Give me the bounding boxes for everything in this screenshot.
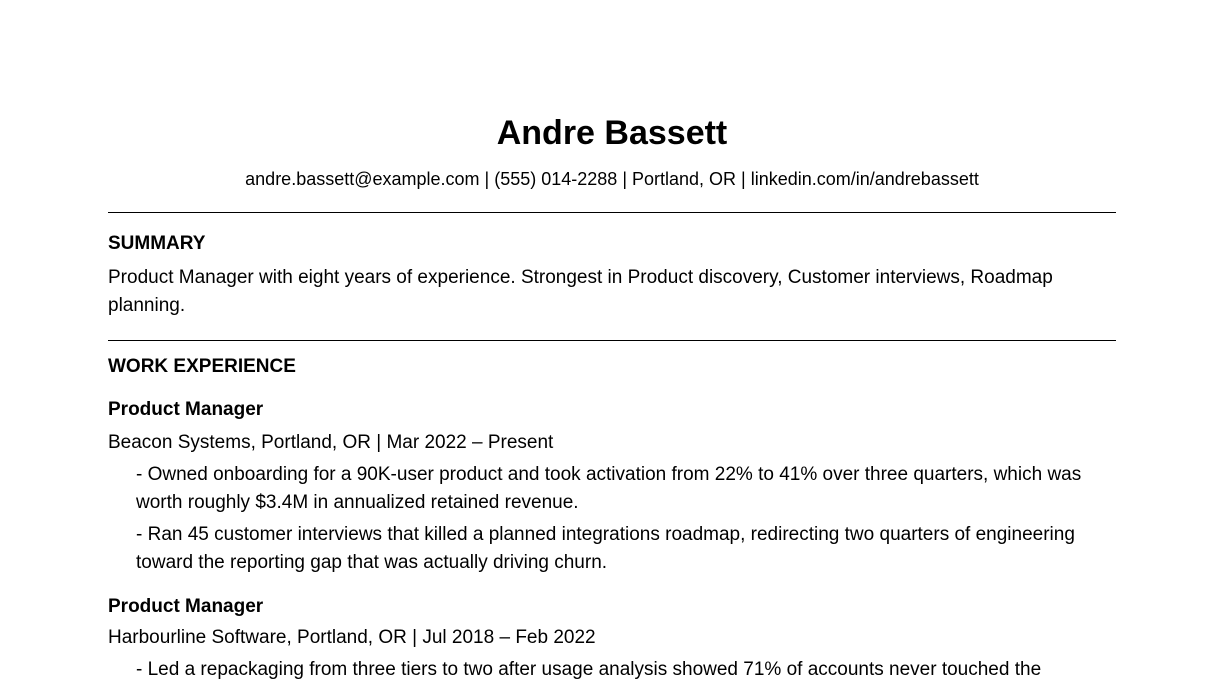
contact-line: andre.bassett@example.com | (555) 014-2288 | Portland, OR | linkedin.com/in/andrebassett <box>245 169 979 189</box>
job-bullet: - Owned onboarding for a 90K-user product and took activation from 22% to 41% over three quarters, which was worth roughly $3.4M in annualized retained revenue. <box>136 464 1082 513</box>
job-title: Product Manager <box>108 399 264 420</box>
job-title: Product Manager <box>108 596 264 617</box>
summary-text: Product Manager with eight years of experience. Strongest in Product discovery, Customer interviews, Roadmap planning. <box>108 267 1053 316</box>
divider <box>108 212 1116 213</box>
summary-heading: SUMMARY <box>108 233 206 254</box>
job-bullet: - Led a repackaging from three tiers to two after usage analysis showed 71% of accounts never touched the <box>136 659 1042 680</box>
job-company-dates: Beacon Systems, Portland, OR | Mar 2022 – Present <box>108 432 554 453</box>
job-company-dates: Harbourline Software, Portland, OR | Jul 2018 – Feb 2022 <box>108 627 596 648</box>
job-bullet: - Ran 45 customer interviews that killed a planned integrations roadmap, redirecting two quarters of engineering toward the reporting gap that was actually driving churn. <box>136 524 1075 573</box>
work-experience-heading: WORK EXPERIENCE <box>108 356 296 377</box>
candidate-name: Andre Bassett <box>496 114 728 152</box>
divider <box>108 340 1116 341</box>
